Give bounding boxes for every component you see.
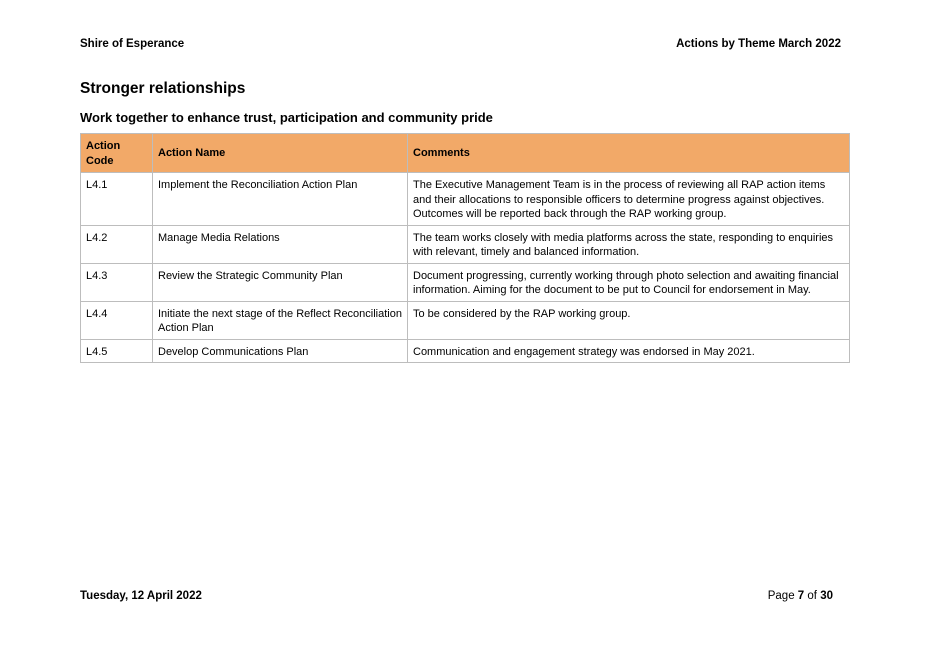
action-code-cell: L4.4 (81, 301, 153, 339)
footer-page-number (768, 590, 833, 602)
action-code-cell: L4.1 (81, 173, 153, 226)
header-organisation: Shire of Esperance (80, 38, 185, 50)
page-total: 30 (820, 590, 833, 602)
goal-title: Work together to enhance trust, participation and community pride (80, 110, 493, 125)
comments-cell: To be considered by the RAP working group. (408, 301, 850, 339)
comments-cell: The team works closely with media platforms across the state, responding to enquiries with relevant, timely and balanced information. (408, 225, 850, 263)
action-name-cell: Manage Media Relations (153, 225, 408, 263)
comments-cell: Communication and engagement strategy was endorsed in May 2021. (408, 339, 850, 363)
comments-cell: The Executive Management Team is in the process of reviewing all RAP action items and their allocations to responsible officers to determine progress against objectives. Outcomes will be reported back through the RAP working group. (408, 173, 850, 226)
column-header-action-name: Action Name (153, 134, 408, 173)
page-of-word: of (807, 590, 817, 602)
column-header-action-code: Action Code (81, 134, 153, 173)
action-name-cell: Implement the Reconciliation Action Plan (153, 173, 408, 226)
actions-table (80, 133, 850, 363)
table-row (81, 301, 850, 339)
column-header-comments: Comments (408, 134, 850, 173)
table-row (81, 173, 850, 226)
section-title: Stronger relationships (80, 80, 246, 97)
action-name-cell: Develop Communications Plan (153, 339, 408, 363)
table-row (81, 263, 850, 301)
header-report-title: Actions by Theme March 2022 (676, 38, 841, 50)
page-current: 7 (797, 590, 805, 602)
action-code-cell: L4.2 (81, 225, 153, 263)
table-row (81, 225, 850, 263)
footer-date: Tuesday, 12 April 2022 (80, 590, 202, 602)
action-name-cell: Review the Strategic Community Plan (153, 263, 408, 301)
comments-cell: Document progressing, currently working through photo selection and awaiting financial information. Aiming for the document to be put to Council for endorsement in May. (408, 263, 850, 301)
table-row (81, 339, 850, 363)
table-header-row (81, 134, 850, 173)
page-word: Page (767, 590, 795, 602)
action-code-cell: L4.3 (81, 263, 153, 301)
action-name-cell: Initiate the next stage of the Reflect Reconciliation Action Plan (153, 301, 408, 339)
action-code-cell: L4.5 (81, 339, 153, 363)
